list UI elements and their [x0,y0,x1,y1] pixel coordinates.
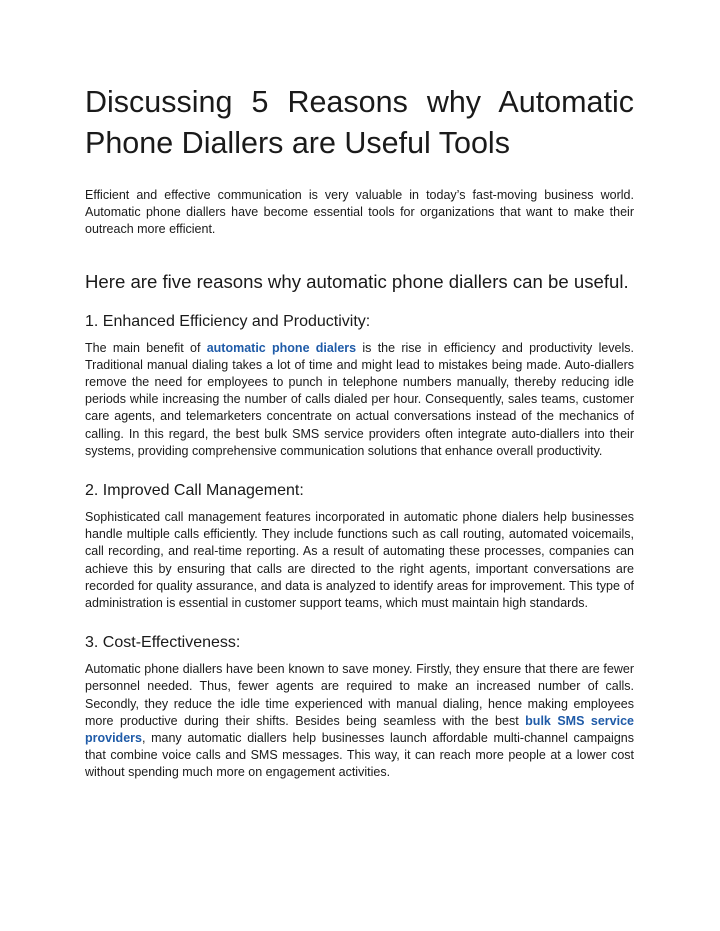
bulk-sms-service-providers-link[interactable]: bulk SMS service providers [85,713,635,746]
section-call-management [85,481,634,612]
section-body [85,340,634,460]
body-text: Automatic phone diallers have been known to save money. Firstly, they ensure that there are fewer personnel needed. Thus, fewer agents are required to make an increased number of calls. Secondly, they reduce the idle time experienced with manual dialing, hence making employees more productive during their shifts. Besides being seamless with the best [85,662,634,728]
document-page [85,82,634,782]
automatic-phone-dialers-link[interactable]: automatic phone dialers [206,340,357,355]
section-cost-effectiveness [85,633,634,781]
title-line-2: Phone Diallers are Useful Tools [85,126,510,160]
section-heading: 3. Cost-Effectiveness: [85,634,241,652]
body-text: The main benefit of [85,340,207,355]
section-efficiency [85,312,634,460]
section-heading: 2. Improved Call Management: [85,482,304,500]
title-line-1: Discussing 5 Reasons why Automatic [85,85,634,119]
body-text: is the rise in efficiency and productivity levels. Traditional manual dialing takes a lot of time and might lead to mistakes being made. Auto-diallers remove the need for employees to punch in telephone numbers manually, thereby reducing idle periods while increasing the number of calls dialed per hour. Consequently, sales teams, customer care agents, and telemarketers concentrate on actual conversations instead of the mechanics of calling. In this regard, the best bulk SMS service providers often integrate auto-diallers into their systems, providing comprehensive communication solutions that enhance overall productivity. [85,340,635,458]
page-title [85,82,634,164]
subheading: Here are five reasons why automatic phone diallers can be useful. [85,270,629,292]
section-body: Sophisticated call management features incorporated in automatic phone dialers help businesses handle multiple calls efficiently. They include functions such as call routing, automated voicemails, call recording, and real-time reporting. As a result of automating these processes, companies can achieve this by ensuring that calls are directed to the right agents, important conversations are recorded for quality assurance, and data is analyzed to identify areas for improvement. This type of administration is essential in customer support teams, which must maintain high standards. [85,510,634,611]
section-heading: 1. Enhanced Efficiency and Productivity: [85,312,371,330]
body-text: , many automatic diallers help businesses launch affordable multi-channel campaigns that combine voice calls and SMS messages. This way, it can reach more people at a lower cost without spending much more on engagement activities. [85,731,634,780]
intro-paragraph: Efficient and effective communication is very valuable in today’s fast-moving business world. Automatic phone diallers have become essential tools for organizations that want to make their outreach more efficient. [85,188,634,237]
section-body [85,661,634,781]
